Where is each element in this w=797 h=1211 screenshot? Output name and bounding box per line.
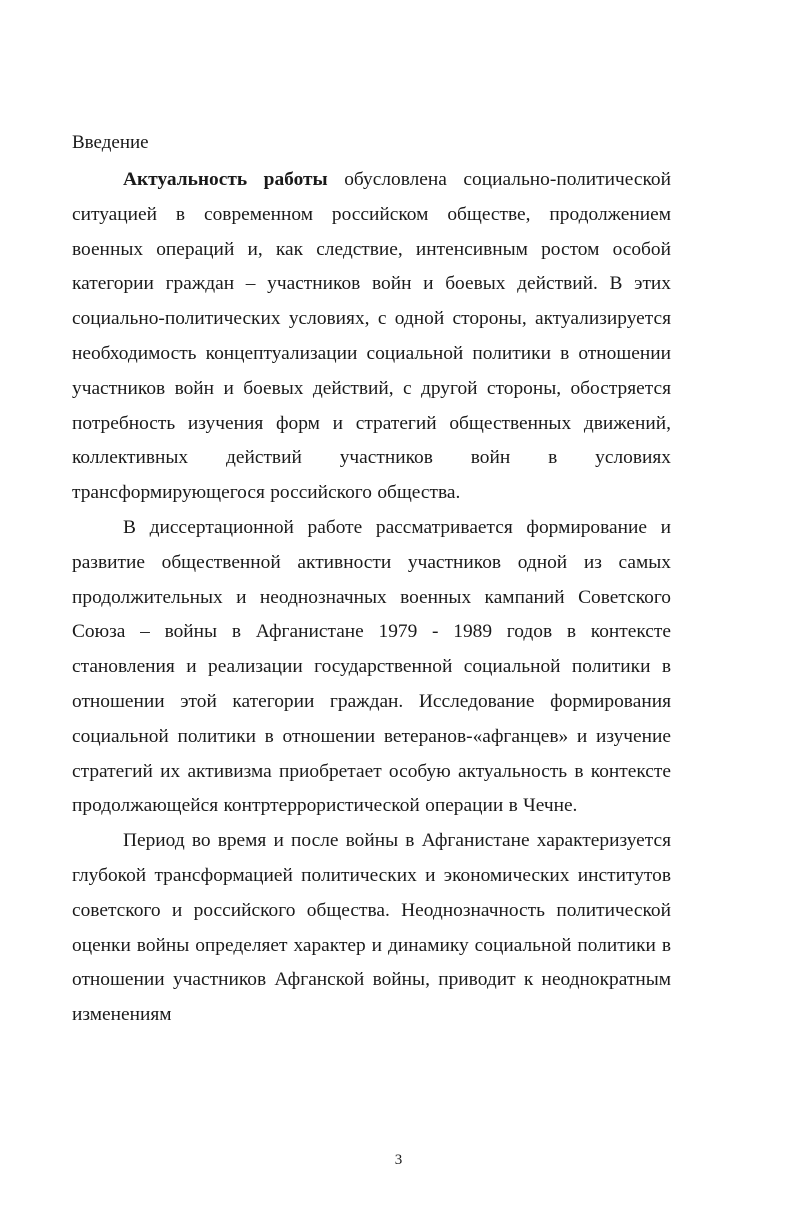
paragraph-dissertation-scope	[72, 511, 671, 824]
paragraph-period	[72, 824, 671, 1033]
paragraph-text: Период во время и после войны в Афганистане характеризуется глубокой трансформацией политических и экономических институтов советского и российского общества. Неоднозначность политической оценки войны определяет характер и динамику социальной политики в отношении участников Афганской войны, приводит к неоднократным изменениям	[72, 830, 671, 1026]
section-heading: Введение	[72, 132, 149, 153]
paragraph-relevance	[72, 163, 671, 511]
body-text	[72, 163, 671, 1033]
paragraph-text: обусловлена социально-политической ситуацией в современном российском обществе, продолжением военных операций и, как следствие, интенсивным ростом особой категории граждан – участников войн и боевых действий. В этих социально-политических условиях, с одной стороны, актуализируется необходимость концептуализации социальной политики в отношении участников войн и боевых действий, с другой стороны, обостряется потребность изучения форм и стратегий общественных движений, коллективных действий участников войн в условиях трансформирующегося российского общества.	[72, 169, 671, 504]
page-number: 3	[394, 1152, 403, 1168]
paragraph-text: В диссертационной работе рассматривается формирование и развитие общественной активности участников одной из самых продолжительных и неоднозначных военных кампаний Советского Союза – войны в Афганистане 1979 - 1989 годов в контексте становления и реализации государственной социальной политики в отношении этой категории граждан. Исследование формирования социальной политики в отношении ветеранов-«афганцев» и изучение стратегий их активизма приобретает особую актуальность в контексте продолжающейся контртеррористической операции в Чечне.	[72, 516, 671, 817]
relevance-lead-term: Актуальность работы	[123, 169, 328, 190]
